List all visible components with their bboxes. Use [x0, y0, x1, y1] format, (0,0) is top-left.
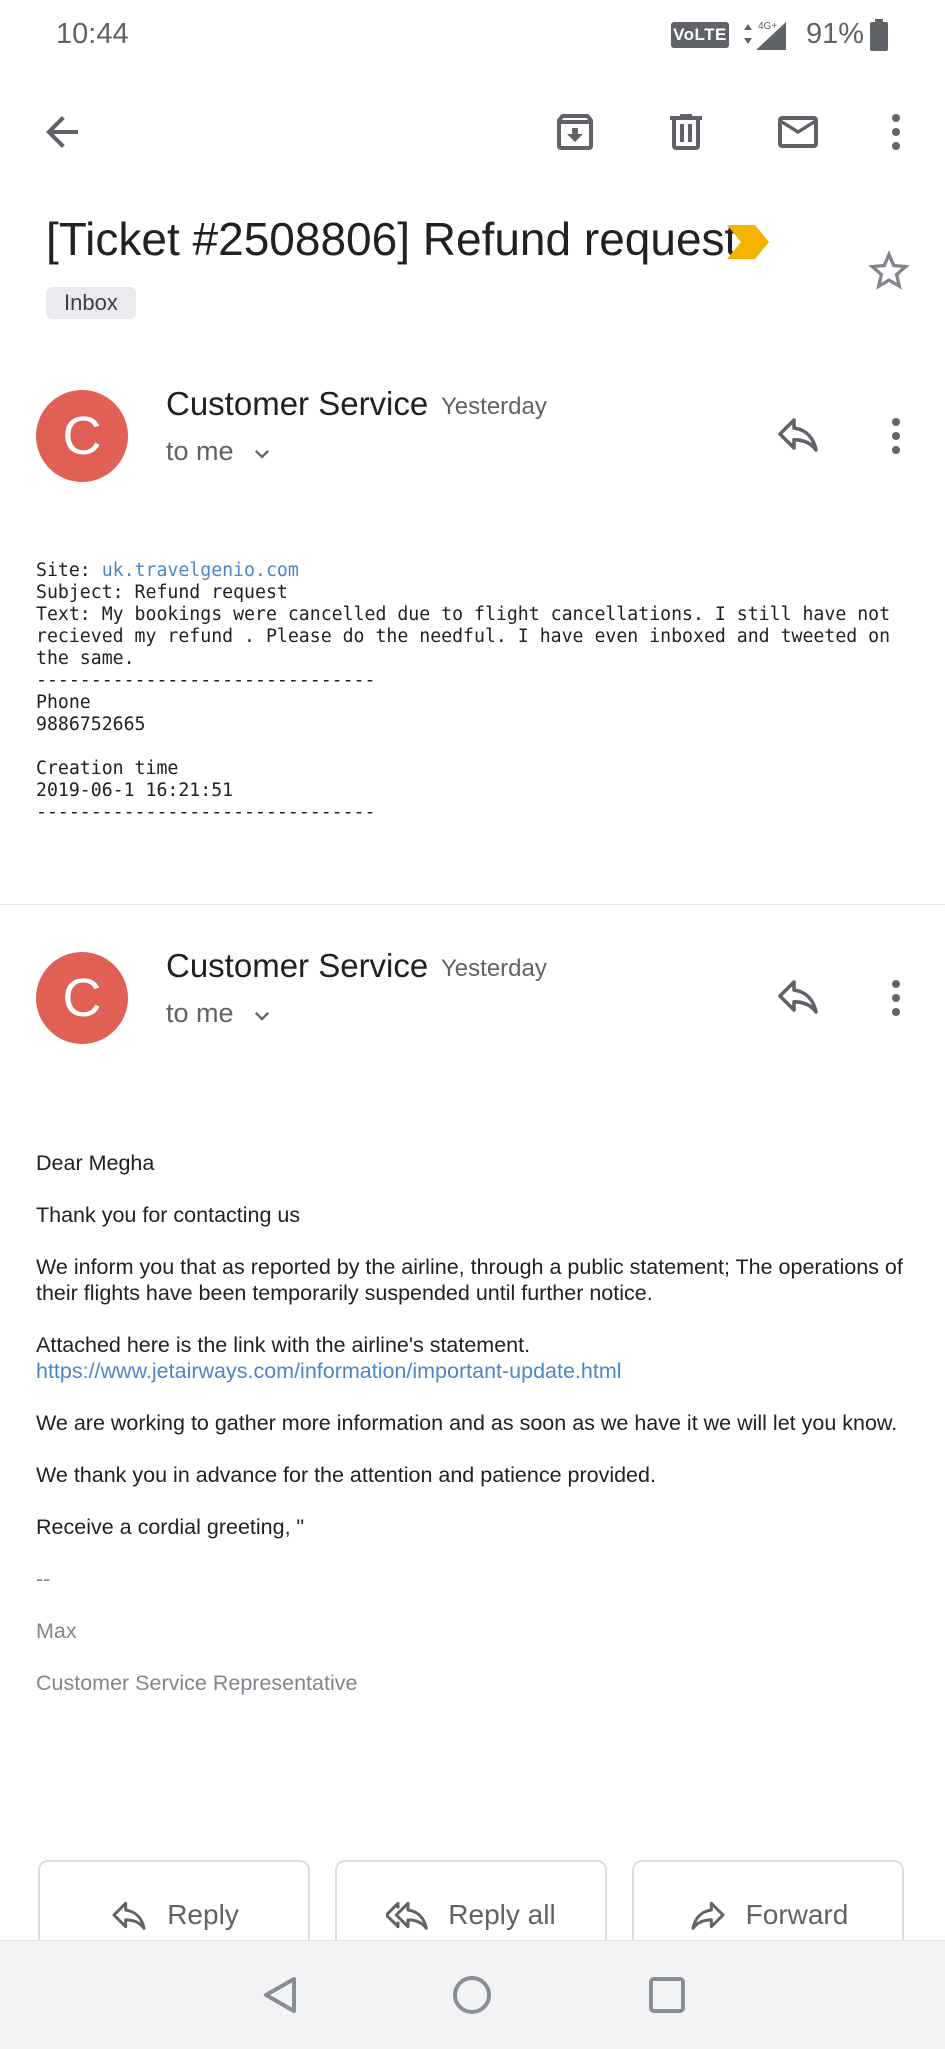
- important-marker-icon[interactable]: [727, 225, 769, 264]
- message-more-button[interactable]: [872, 412, 920, 460]
- label-chip-inbox[interactable]: Inbox: [46, 287, 136, 319]
- paragraph: Thank you for contacting us: [36, 1203, 301, 1227]
- site-label: Site:: [36, 560, 102, 581]
- airline-statement-link[interactable]: https://www.jetairways.com/information/important-update.html: [36, 1359, 622, 1383]
- more-vert-icon: [872, 108, 920, 156]
- reply-icon: [774, 410, 822, 458]
- forward-label: Forward: [745, 1899, 849, 1930]
- more-vert-icon: [872, 974, 920, 1022]
- greeting: Dear Megha: [36, 1151, 155, 1175]
- mark-unread-button[interactable]: [772, 108, 824, 156]
- delete-button[interactable]: [662, 108, 710, 156]
- message-divider: [0, 904, 945, 905]
- arrow-back-icon: [38, 108, 86, 156]
- circle-home-icon: [450, 1973, 494, 2017]
- signal-icon: [740, 18, 790, 57]
- recipient-toggle[interactable]: [166, 434, 276, 468]
- archive-icon: [551, 108, 599, 156]
- message-body-plaintext: [36, 560, 906, 824]
- reply-label: Reply: [167, 1899, 239, 1930]
- signature-separator: --: [36, 1567, 51, 1591]
- star-icon[interactable]: [864, 246, 914, 301]
- paragraph: Receive a cordial greeting, ": [36, 1515, 305, 1539]
- network-type-label: 4G+: [758, 21, 778, 32]
- square-recents-icon: [645, 1973, 689, 2017]
- more-vert-icon: [872, 412, 920, 460]
- message-text: Subject: Refund request Text: My bookings were cancelled due to flight cancellations. I still have not recieved my refund . Please do the needful. I have even inboxed and tweeted on the same. ------------------------------- Phone 9886752665 Creation time 2019-06-1 16:21:51 -------------------------------: [36, 582, 891, 823]
- nav-home-button[interactable]: [450, 1973, 494, 2022]
- battery-percent: 91%: [806, 18, 865, 50]
- system-nav-bar: [0, 1940, 945, 2049]
- reply-button[interactable]: [774, 410, 822, 458]
- chevron-down-icon: [248, 1002, 276, 1030]
- message-more-button[interactable]: [872, 974, 920, 1022]
- paragraph: [36, 1332, 906, 1384]
- more-options-button[interactable]: [872, 108, 920, 156]
- reply-all-label: Reply all: [448, 1899, 556, 1930]
- avatar[interactable]: C: [36, 390, 128, 482]
- reply-all-icon: [386, 1895, 430, 1935]
- trash-icon: [662, 108, 710, 156]
- recipient-label: to me: [166, 997, 234, 1028]
- signature-name: Max: [36, 1619, 77, 1643]
- forward-icon: [688, 1895, 728, 1935]
- nav-back-button[interactable]: [258, 1973, 302, 2022]
- nav-recents-button[interactable]: [645, 1973, 689, 2022]
- message-time: Yesterday: [441, 393, 547, 420]
- sender-name: Customer Service: [166, 947, 429, 984]
- reply-button[interactable]: [774, 972, 822, 1020]
- mail-icon: [772, 108, 824, 156]
- thread-subject: [Ticket #2508806] Refund request: [46, 213, 738, 265]
- paragraph: We are working to gather more information and as soon as we have it we will let you know.: [36, 1411, 898, 1435]
- sender-name: Customer Service: [166, 385, 429, 422]
- paragraph-text: Attached here is the link with the airline's statement.: [36, 1333, 531, 1357]
- reply-icon: [774, 972, 822, 1020]
- message-body: [36, 1150, 906, 1722]
- signature-title: Customer Service Representative: [36, 1671, 358, 1695]
- recipient-toggle[interactable]: [166, 996, 276, 1030]
- volte-badge: VoLTE: [671, 22, 729, 48]
- recipient-label: to me: [166, 435, 234, 466]
- site-link[interactable]: uk.travelgenio.com: [101, 560, 299, 581]
- message-time: Yesterday: [441, 955, 547, 982]
- chevron-down-icon: [248, 440, 276, 468]
- status-time: 10:44: [56, 18, 129, 50]
- avatar[interactable]: C: [36, 952, 128, 1044]
- back-button[interactable]: [38, 108, 86, 156]
- triangle-back-icon: [258, 1973, 302, 2017]
- paragraph: We thank you in advance for the attention and patience provided.: [36, 1463, 656, 1487]
- battery-icon: [870, 19, 888, 56]
- reply-icon: [109, 1895, 149, 1935]
- archive-button[interactable]: [551, 108, 599, 156]
- paragraph: We inform you that as reported by the airline, through a public statement; The operations of their flights have been temporarily suspended until further notice.: [36, 1255, 903, 1305]
